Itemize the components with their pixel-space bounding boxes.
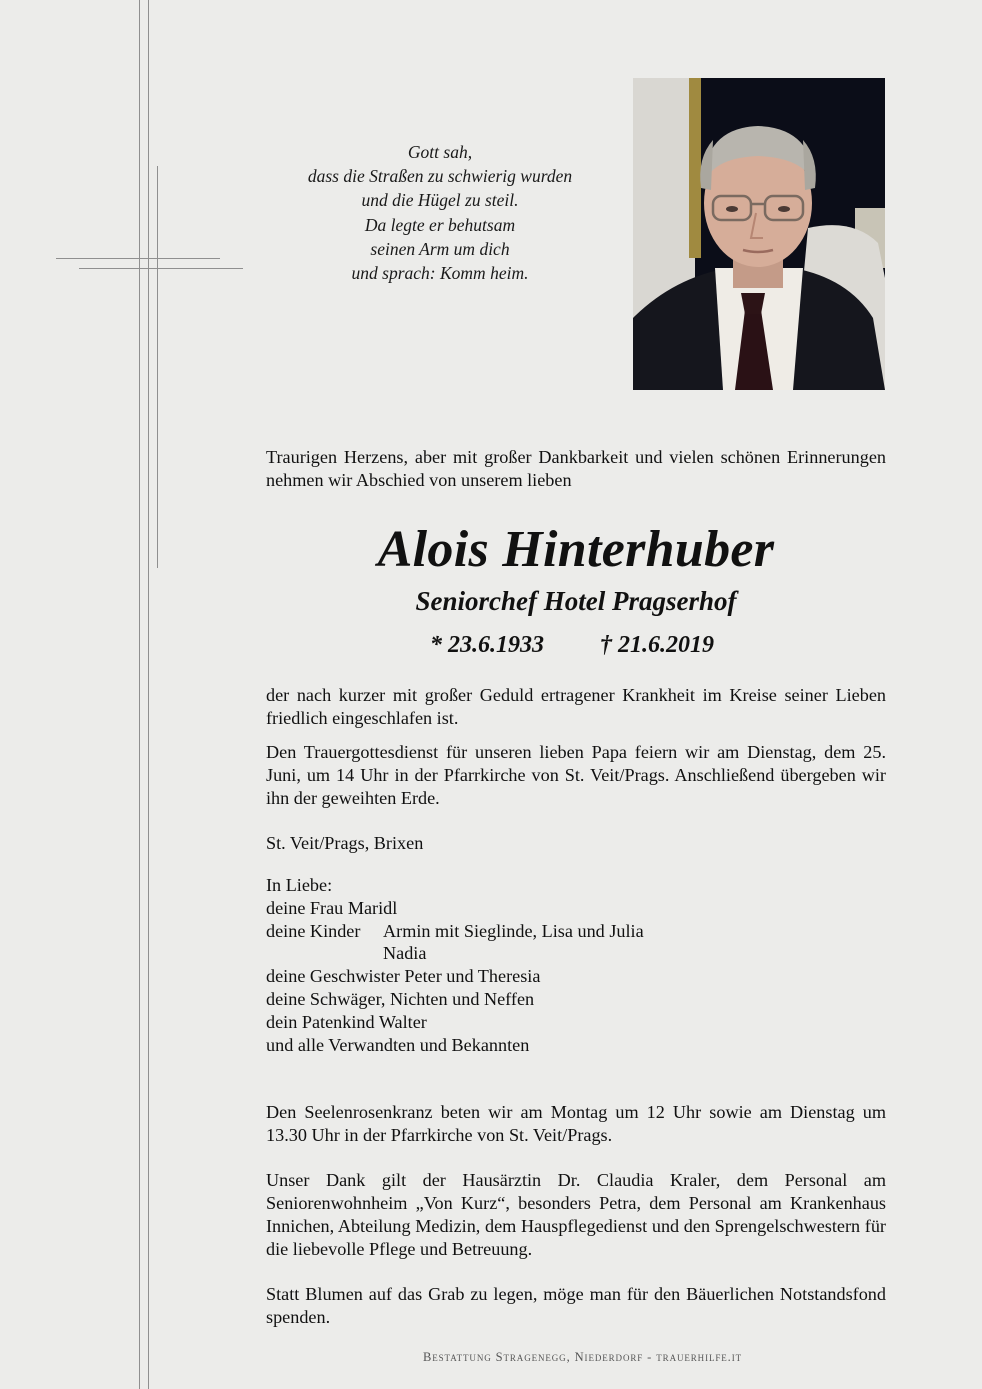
birth-date: * 23.6.1933 <box>430 632 544 658</box>
mourner-children <box>266 920 644 943</box>
poem-line: und sprach: Komm heim. <box>351 263 529 284</box>
poem-line: dass die Straßen zu schwierig wurden <box>307 166 573 187</box>
intro-text <box>266 446 886 492</box>
mourners-list <box>266 874 644 1056</box>
mourner-relatives: und alle Verwandten und Bekannten <box>266 1034 530 1055</box>
children-names-1: Armin mit Sieglinde, Lisa und Julia <box>383 920 644 941</box>
poem-line: Gott sah, <box>407 142 473 162</box>
footer-credit: Bestattung Stragenegg, Niederdorf - trauerhilfe.it <box>423 1350 742 1364</box>
deceased-name: Alois Hinterhuber <box>377 521 775 578</box>
rosary-paragraph: Den Seelenrosenkranz beten wir am Montag um 12 Uhr sowie am Dienstag um 13.30 Uhr in der Pfarrkirche von St. Veit/Prags. <box>266 1102 886 1145</box>
mourner-in-laws: deine Schwäger, Nichten und Neffen <box>266 988 535 1009</box>
donation-text <box>266 1283 886 1329</box>
poem <box>290 140 590 285</box>
left-border-line-inner <box>148 0 149 1389</box>
children-names-2: Nadia <box>383 943 427 964</box>
poem-line: Da legte er behutsam <box>364 214 516 235</box>
deceased-title: Seniorchef Hotel Pragserhof <box>415 586 737 616</box>
intro-paragraph: Traurigen Herzens, aber mit großer Dankbarkeit und vielen schönen Erinnerungen nehmen wir Abschied von unserem lieben <box>266 447 886 490</box>
passing-text <box>266 684 886 730</box>
mourners-heading: In Liebe: <box>266 875 333 895</box>
donation-paragraph: Statt Blumen auf das Grab zu legen, möge man für den Bäuerlichen Notstandsfond spenden. <box>266 1284 886 1327</box>
mourner-godchild: dein Patenkind Walter <box>266 1011 427 1032</box>
mourner-siblings: deine Geschwister Peter und Theresia <box>266 966 541 987</box>
thanks-text <box>266 1169 886 1261</box>
thanks-paragraph: Unser Dank gilt der Hausärztin Dr. Claudia Kraler, dem Personal am Seniorenwohnheim „Von Kurz“, besonders Petra, dem Personal am Krankenhaus Innichen, Abteilung Medizin, dem Hauspflegedienst und den Sprengelschwestern für die liebevolle Pflege und Betreuung. <box>266 1170 886 1259</box>
funeral-paragraph: Den Trauergottesdienst für unseren lieben Papa feiern wir am Dienstag, dem 25. Juni, um 14 Uhr in der Pfarrkirche von St. Veit/Prags. Anschließend übergeben wir ihn der geweihten Erde. <box>266 742 886 808</box>
poem-line: seinen Arm um dich <box>370 238 510 259</box>
rosary-text <box>266 1101 886 1147</box>
children-label: deine Kinder <box>266 920 361 941</box>
poem-line: und die Hügel zu steil. <box>361 190 519 211</box>
place-line: St. Veit/Prags, Brixen <box>266 833 424 853</box>
death-date: † 21.6.2019 <box>600 632 714 658</box>
mourner-wife: deine Frau Maridl <box>266 897 398 918</box>
left-border-line-outer <box>139 0 140 1389</box>
funeral-text <box>266 741 886 810</box>
portrait-photo <box>633 78 885 390</box>
passing-paragraph: der nach kurzer mit großer Geduld ertragener Krankheit im Kreise seiner Lieben friedlich eingeschlafen ist. <box>266 685 886 728</box>
mourner-children-cont <box>266 942 540 965</box>
